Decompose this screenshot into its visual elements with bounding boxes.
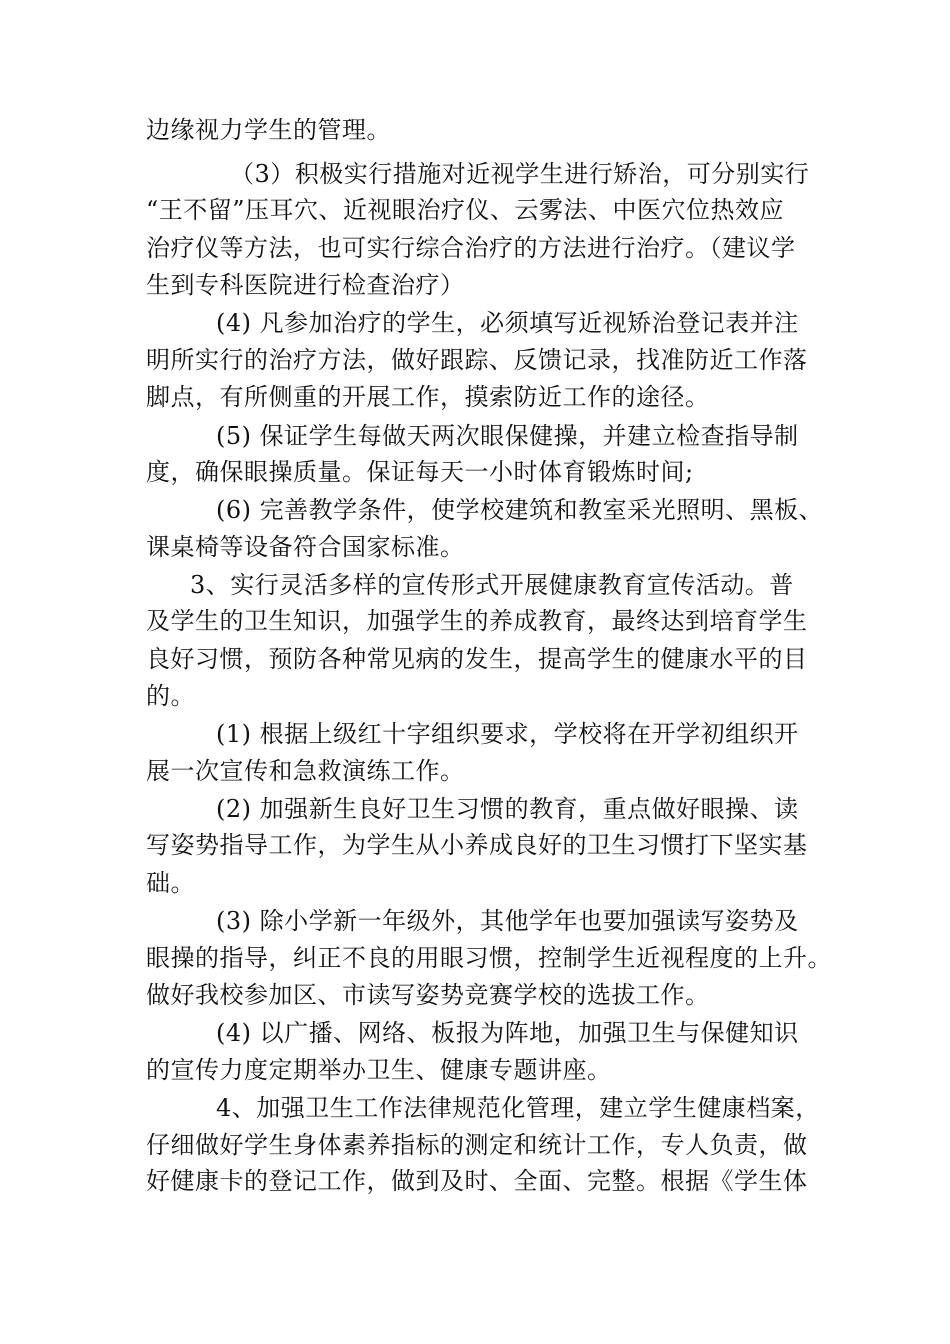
text-line: 仔细做好学生身体素养指标的测定和统计工作，专人负责，做	[146, 1131, 808, 1159]
text-line: (1) 根据上级红十字组织要求，学校将在开学初组织开	[216, 720, 799, 748]
text-line: 好健康卡的登记工作，做到及时、全面、完整。根据《学生体	[146, 1167, 808, 1195]
text-line: 眼操的指导，纠正不良的用眼习惯，控制学生近视程度的上升。	[146, 944, 832, 972]
text-line: 课桌椅等设备符合国家标准。	[146, 533, 465, 561]
text-line: 3、实行灵活多样的宣传形式开展健康教育宣传活动。普	[190, 571, 794, 599]
text-line: 4、加强卫生工作法律规范化管理，建立学生健康档案，	[216, 1094, 820, 1122]
text-line: 展一次宣传和急救演练工作。	[146, 757, 465, 785]
text-line: 做好我校参加区、市读写姿势竞赛学校的选拔工作。	[146, 981, 710, 1009]
text-line: “王不留”压耳穴、近视眼治疗仪、云雾法、中医穴位热效应	[146, 196, 785, 224]
text-line: 良好习惯，预防各种常见病的发生，提高学生的健康水平的目	[146, 645, 808, 673]
text-line: (4) 以广播、网络、板报为阵地，加强卫生与保健知识	[216, 1019, 799, 1047]
text-line: 治疗仪等方法，也可实行综合治疗的方法进行治疗。（建议学	[146, 234, 796, 262]
text-line: (3) 除小学新一年级外，其他学年也要加强读写姿势及	[216, 907, 799, 935]
text-line: 础。	[146, 869, 195, 897]
text-line: 写姿势指导工作，为学生从小养成良好的卫生习惯打下坚实基	[146, 831, 808, 859]
text-line: 的。	[146, 682, 195, 710]
text-line: (6) 完善教学条件，使学校建筑和教室采光照明、黑板、	[216, 496, 824, 524]
text-line: 的宣传力度定期举办卫生、健康专题讲座。	[146, 1056, 612, 1084]
text-line: (4) 凡参加治疗的学生，必须填写近视矫治登记表并注	[216, 309, 799, 337]
text-line: 边缘视力学生的管理。	[146, 116, 391, 144]
text-line: 脚点，有所侧重的开展工作，摸索防近工作的途径。	[146, 383, 710, 411]
text-line: （3）积极实行措施对近视学生进行矫治，可分别实行	[230, 160, 810, 188]
text-line: 生到专科医院进行检查治疗）	[146, 271, 465, 299]
text-line: 及学生的卫生知识，加强学生的养成教育，最终达到培育学生	[146, 607, 808, 635]
text-line: 明所实行的治疗方法，做好跟踪、反馈记录，找准防近工作落	[146, 346, 808, 374]
text-line: (2) 加强新生良好卫生习惯的教育，重点做好眼操、读	[216, 795, 799, 823]
text-line: (5) 保证学生每做天两次眼保健操，并建立检查指导制	[216, 422, 799, 450]
text-line: 度，确保眼操质量。保证每天一小时体育锻炼时间;	[146, 458, 694, 486]
